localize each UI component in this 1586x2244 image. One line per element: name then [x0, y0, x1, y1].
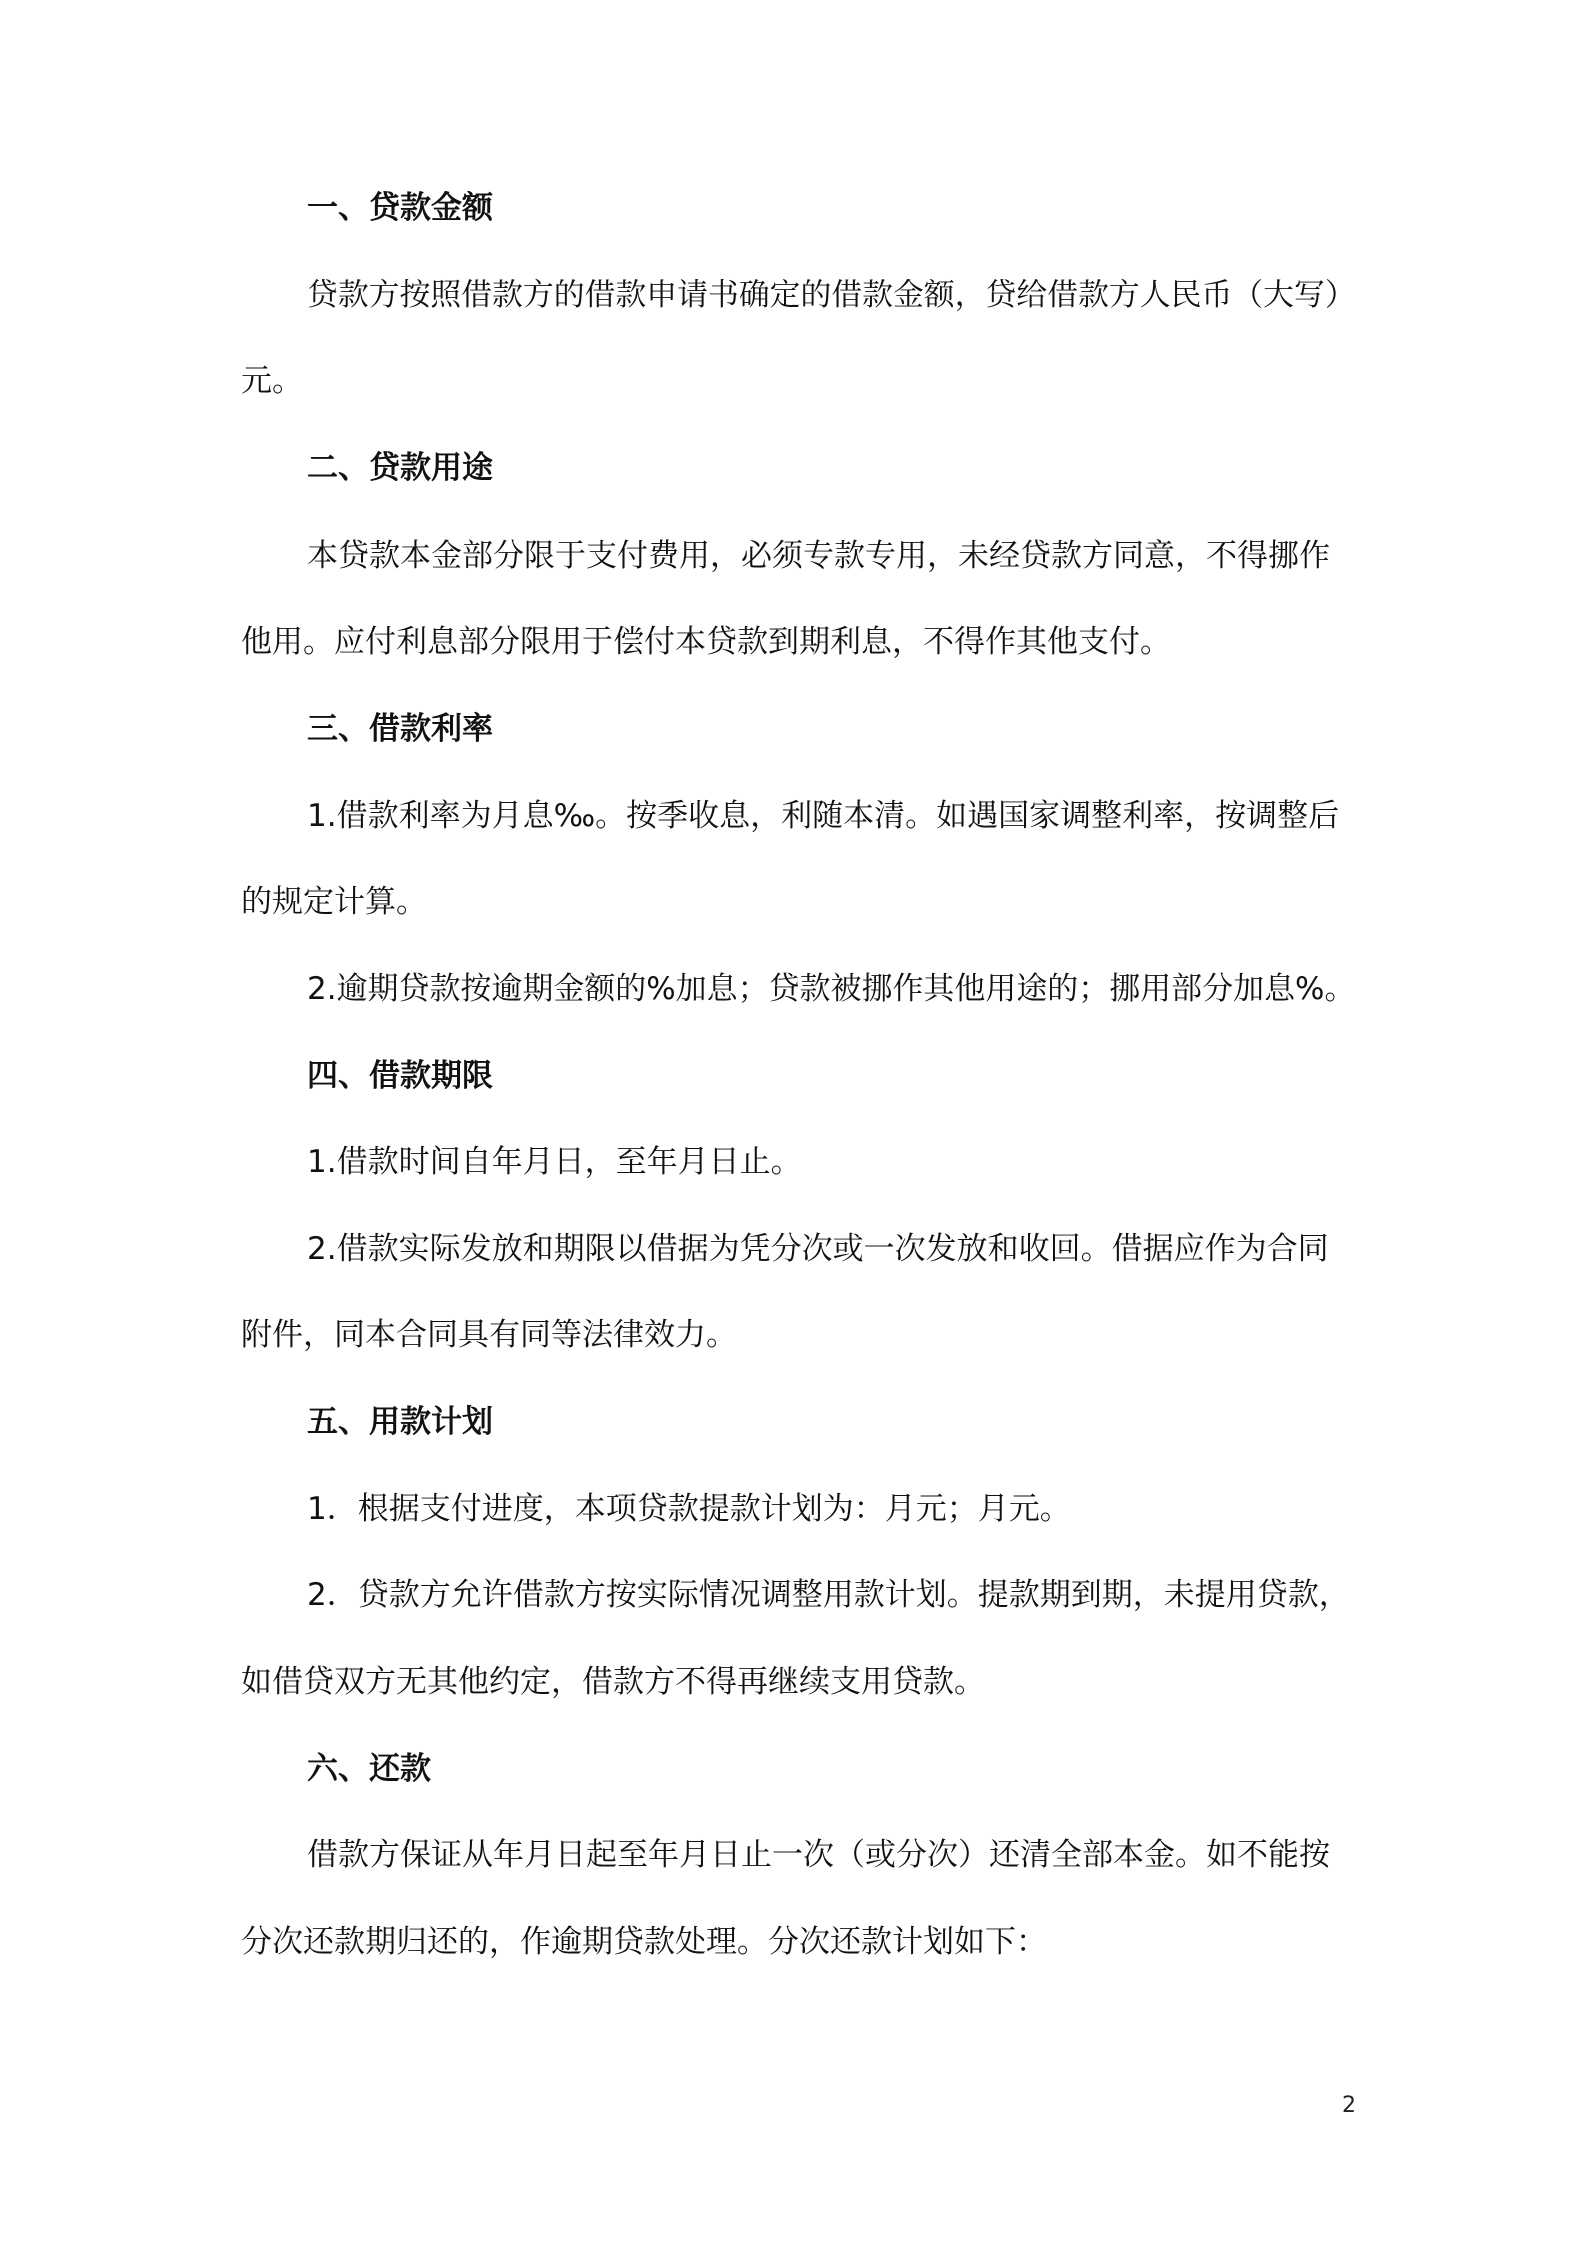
paragraph-line: 本贷款本金部分限于支付费用，必须专款专用，未经贷款方同意，不得挪作: [307, 538, 1330, 574]
section-heading-repayment: 六、还款: [307, 1751, 431, 1787]
paragraph-line: 的规定计算。: [241, 884, 427, 920]
section-heading-loan-purpose: 二、贷款用途: [307, 450, 493, 486]
paragraph-line: 1.借款利率为月息‰。按季收息，利随本清。如遇国家调整利率，按调整后: [307, 798, 1340, 834]
paragraph-line: 如借贷双方无其他约定，借款方不得再继续支用贷款。: [241, 1664, 985, 1700]
section-heading-loan-amount: 一、贷款金额: [307, 190, 493, 226]
paragraph-line: 元。: [241, 363, 303, 399]
paragraph-line: 贷款方按照借款方的借款申请书确定的借款金额，贷给借款方人民币（大写）: [307, 277, 1356, 313]
paragraph-line: 他用。应付利息部分限用于偿付本贷款到期利息，不得作其他支付。: [241, 624, 1171, 660]
paragraph-line: 2.逾期贷款按逾期金额的%加息；贷款被挪作其他用途的；挪用部分加息%。: [307, 971, 1356, 1007]
paragraph-line: 1.借款时间自年月日，至年月日止。: [307, 1144, 802, 1180]
paragraph-line: 1．根据支付进度，本项贷款提款计划为：月元；月元。: [307, 1491, 1071, 1527]
paragraph-line: 2.借款实际发放和期限以借据为凭分次或一次发放和收回。借据应作为合同: [307, 1231, 1329, 1267]
paragraph-line: 附件，同本合同具有同等法律效力。: [241, 1317, 737, 1353]
section-heading-usage-plan: 五、用款计划: [307, 1404, 493, 1440]
section-heading-loan-term: 四、借款期限: [307, 1058, 493, 1094]
paragraph-line: 分次还款期归还的，作逾期贷款处理。分次还款计划如下：: [241, 1924, 1047, 1960]
section-heading-interest-rate: 三、借款利率: [307, 711, 493, 747]
page-number: 2: [1342, 2093, 1356, 2118]
paragraph-line: 2．贷款方允许借款方按实际情况调整用款计划。提款期到期，未提用贷款，: [307, 1577, 1350, 1613]
paragraph-line: 借款方保证从年月日起至年月日止一次（或分次）还清全部本金。如不能按: [307, 1837, 1330, 1873]
